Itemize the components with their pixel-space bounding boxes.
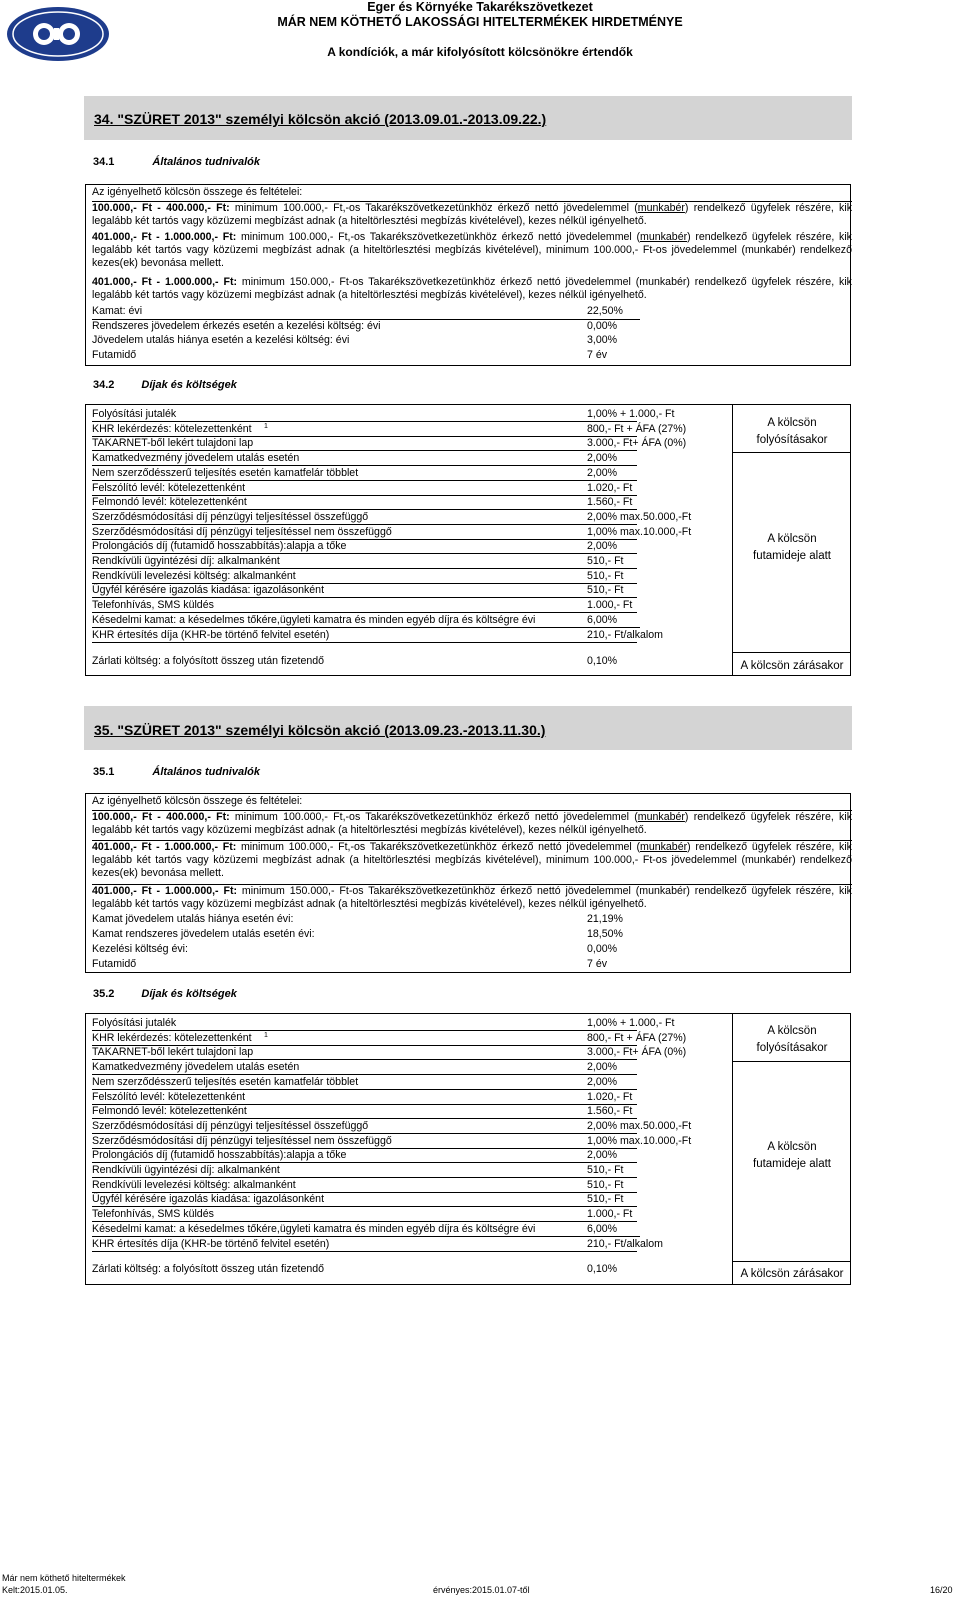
fee-label: Kamatkedvezmény jövedelem utalás esetén <box>92 1061 300 1074</box>
section-35-disbursement-note: A kölcsön folyósításakor <box>756 1025 828 1054</box>
fee-value: 510,- Ft <box>587 569 624 582</box>
footnote-marker: 1 <box>264 1031 268 1039</box>
fee-value: 210,- Ft/alkalom <box>587 628 663 641</box>
fee-value: 2,00% <box>587 1149 618 1162</box>
bank-logo <box>6 6 110 62</box>
rate-row: Kamat: évi 22,50% <box>92 305 623 317</box>
fee-row <box>92 1179 637 1193</box>
section-35-condition-2: 401.000,- Ft - 1.000.000,- Ft: minimum 100.000,- Ft,-os Takarékszövetkezetünkhöz érkező nettó jövedelemmel (munkabér) rendelkező ügyfelek részére, kik legalább két tartós vagy közüzemi megbízást adnak (a hiteltörlesztési megbízás kivételével), minimum 100.000,- Ft-os jövedelemmel (munkabér) rendelkező kezes(ek) bevonása mellett. <box>92 841 852 879</box>
fee-value: 6,00% <box>587 613 618 626</box>
rate-row: Kezelési költség évi: 0,00% <box>92 943 618 955</box>
fee-value: 2,00% <box>587 466 618 479</box>
fee-row <box>92 599 637 613</box>
document-subtitle: A kondíciók, a már kifolyósított kölcsönökre értendők <box>327 45 633 59</box>
fee-label: Szerződésmódosítási díj pénzügyi teljesítéssel nem összefüggő <box>92 1134 392 1147</box>
fee-label: Prolongációs díj (futamidő hosszabbítás):alapja a tőke <box>92 540 347 553</box>
section-34-term-note: A kölcsön futamideje alatt <box>753 533 831 562</box>
fee-row <box>92 1237 663 1252</box>
fee-label: Telefonhívás, SMS küldés <box>92 599 214 612</box>
fee-value: 2,00% max.50.000,-Ft <box>587 1119 692 1132</box>
section-35-1-heading: 35.1 Általános tudnivalók <box>93 766 260 778</box>
fee-value: 1.020,- Ft <box>587 1090 633 1103</box>
fee-value: 1.020,- Ft <box>587 481 633 494</box>
fee-row <box>92 1208 637 1222</box>
fee-value: 2,00% <box>587 540 618 553</box>
fee-value: 1.560,- Ft <box>587 1105 633 1118</box>
fee-value: 510,- Ft <box>587 555 624 567</box>
fee-label: Kamatkedvezmény jövedelem utalás esetén <box>92 452 300 465</box>
fee-label: KHR lekérdezés: kötelezettenként <box>92 422 252 435</box>
fee-row <box>92 1223 640 1237</box>
fee-value: 1,00% max.10.000,-Ft <box>587 1134 692 1147</box>
section-34-closing-note: A kölcsön zárásakor <box>740 660 844 672</box>
fee-label: TAKARNET-ből lekért tulajdoni lap <box>92 1046 254 1059</box>
fee-value: 800,- Ft + ÁFA (27%) <box>587 1031 687 1044</box>
fee-label: Telefonhívás, SMS küldés <box>92 1208 214 1221</box>
fee-value: 2,00% max.50.000,-Ft <box>587 510 692 523</box>
fee-row <box>92 1017 675 1031</box>
rate-row: Futamidő 7 év <box>92 349 608 361</box>
fee-value: 1,00% + 1.000,- Ft <box>587 1017 675 1029</box>
fee-row <box>92 408 675 422</box>
footnote-marker: 1 <box>264 422 268 430</box>
document-title: MÁR NEM KÖTHETŐ LAKOSSÁGI HITELTERMÉKEK HIRDETMÉNYE <box>277 15 683 29</box>
fee-label: KHR értesítés díja (KHR-be történő felvitel esetén) <box>92 628 330 641</box>
rate-row: Kamat jövedelem utalás hiánya esetén évi: 21,19% <box>92 913 623 925</box>
fee-label: KHR lekérdezés: kötelezettenként <box>92 1031 252 1044</box>
section-34-condition-3: 401.000,- Ft - 1.000.000,- Ft: minimum 150.000,- Ft-os Takarékszövetkezetünkhöz érkező nettó jövedelemmel (munkabér) rendelkező ügyfelek részére, kik legalább két tartós vagy közüzemi megbízást adnak (a hiteltörlesztési megbízás kivételével), kezes nélkül igényelhető. <box>92 276 852 301</box>
section-34-side-divider <box>732 452 851 453</box>
footer-product-note: Már nem köthető hiteltermékek <box>2 1573 126 1583</box>
fee-label: Folyósítási jutalék <box>92 408 177 420</box>
section-35-condition-3: 401.000,- Ft - 1.000.000,- Ft: minimum 150.000,- Ft-os Takarékszövetkezetünkhöz érkező nettó jövedelemmel (munkabér) rendelkező ügyfelek részére, kik legalább két tartós vagy közüzemi megbízást adnak (a hiteltörlesztési megbízás kivételével), kezes nélkül igényelhető. <box>92 885 852 910</box>
fee-row <box>92 1149 637 1163</box>
fee-row <box>92 570 637 584</box>
fee-label: Felmondó levél: kötelezettenként <box>92 1105 247 1118</box>
fee-row <box>92 1164 637 1178</box>
fee-label: KHR értesítés díja (KHR-be történő felvitel esetén) <box>92 1237 330 1250</box>
fee-value: 510,- Ft <box>587 1193 624 1206</box>
fee-value: 2,00% <box>587 1061 618 1074</box>
fee-label: Folyósítási jutalék <box>92 1017 177 1029</box>
fee-row <box>92 525 692 540</box>
section-35-2-heading: 35.2 Díjak és költségek <box>93 988 237 1000</box>
fee-value: 510,- Ft <box>587 1178 624 1191</box>
fee-value: 800,- Ft + ÁFA (27%) <box>587 422 687 435</box>
footer-issue-date: Kelt:2015.01.05. <box>2 1585 68 1595</box>
fee-label: Szerződésmódosítási díj pénzügyi teljesítéssel összefüggő <box>92 1119 369 1132</box>
fee-row <box>92 540 637 554</box>
section-34-1-heading: 34.1 Általános tudnivalók <box>93 156 260 168</box>
fee-row <box>92 1105 637 1119</box>
fee-value: 1,00% max.10.000,-Ft <box>587 525 692 538</box>
fee-label: Rendkívüli levelezési költség: alkalmanként <box>92 569 296 582</box>
fee-row <box>92 422 687 437</box>
fee-value: 1,00% + 1.000,- Ft <box>587 408 675 420</box>
fee-value: 1.000,- Ft <box>587 599 633 612</box>
fee-row <box>92 1046 687 1060</box>
fee-row <box>92 1193 637 1207</box>
fee-label: Késedelmi kamat: a késedelmes tőkére,ügyleti kamatra és minden egyéb díjra és költségre évi <box>92 1222 536 1235</box>
section-34-intro: Az igényelhető kölcsön összege és feltételei: <box>92 186 303 198</box>
fee-value: 210,- Ft/alkalom <box>587 1237 663 1250</box>
rate-row: Rendszeres jövedelem érkezés esetén a kezelési költség: évi 0,00% <box>92 319 640 333</box>
fee-value: 510,- Ft <box>587 584 624 597</box>
section-34-title: 34. "SZÜRET 2013" személyi kölcsön akció (2013.09.01.-2013.09.22.) <box>94 111 547 127</box>
fee-row <box>92 510 692 525</box>
fee-label: Felszólító levél: kötelezettenként <box>92 1090 246 1103</box>
fee-label: Prolongációs díj (futamidő hosszabbítás):alapja a tőke <box>92 1149 347 1162</box>
fee-value: 1.560,- Ft <box>587 496 633 509</box>
fee-row <box>92 467 637 481</box>
bank-name: Eger és Környéke Takarékszövetkezet <box>367 0 593 14</box>
fee-label: Szerződésmódosítási díj pénzügyi teljesítéssel nem összefüggő <box>92 525 392 538</box>
section-35-side-divider <box>732 1061 851 1062</box>
fee-row <box>92 1119 692 1134</box>
fee-value: 2,00% <box>587 1075 618 1088</box>
fee-row <box>92 555 637 569</box>
fee-row <box>92 628 663 643</box>
footer-page-number: 16/20 <box>930 1585 953 1595</box>
fee-row <box>92 1091 637 1105</box>
fee-label: Ügyfél kérésére igazolás kiadása: igazolásonként <box>92 1193 325 1206</box>
fee-row <box>92 1031 687 1046</box>
fee-value: 3.000,- Ft+ ÁFA (0%) <box>587 1046 687 1059</box>
section-34-condition-1: 100.000,- Ft - 400.000,- Ft: minimum 100.000,- Ft,-os Takarékszövetkezetünkhöz érkező nettó jövedelemmel (munkabér) rendelkező ügyfelek részére, kik legalább két tartós vagy közüzemi megbízást adnak (a hiteltörlesztési megbízás kivételével), kezes nélkül igényelhető. <box>92 202 852 227</box>
rate-row: Kamat rendszeres jövedelem utalás esetén évi: 18,50% <box>92 928 623 940</box>
section-35-title: 35. "SZÜRET 2013" személyi kölcsön akció (2013.09.23.-2013.11.30.) <box>94 722 546 738</box>
fee-row <box>92 452 637 466</box>
section-34-disbursement-note: A kölcsön folyósításakor <box>756 417 828 446</box>
fee-value: 3.000,- Ft+ ÁFA (0%) <box>587 437 687 450</box>
fee-label: Rendkívüli ügyintézési díj: alkalmanként <box>92 1164 280 1176</box>
fee-row <box>92 614 640 628</box>
closing-fee-row: Zárlati költség: a folyósított összeg után fizetendő 0,10% <box>92 655 618 667</box>
fee-label: Felszólító levél: kötelezettenként <box>92 481 246 494</box>
section-34-condition-2: 401.000,- Ft - 1.000.000,- Ft: minimum 100.000,- Ft,-os Takarékszövetkezetünkhöz érkező nettó jövedelemmel (munkabér) rendelkező ügyfelek részére, kik legalább két tartós vagy közüzemi megbízást adnak (a hiteltörlesztési megbízás kivételével), minimum 100.000,- Ft-os jövedelemmel (munkabér) rendelkező kezes(ek) bevonása mellett. <box>92 231 852 269</box>
section-35-intro: Az igényelhető kölcsön összege és feltételei: <box>92 795 303 807</box>
closing-fee-row: Zárlati költség: a folyósított összeg után fizetendő 0,10% <box>92 1263 618 1275</box>
rate-row: Futamidő 7 év <box>92 958 608 970</box>
fee-row <box>92 496 637 510</box>
fee-label: Szerződésmódosítási díj pénzügyi teljesítéssel összefüggő <box>92 510 369 523</box>
section-35-side-divider <box>732 1261 851 1262</box>
fee-row <box>92 1061 637 1075</box>
fee-label: TAKARNET-ből lekért tulajdoni lap <box>92 437 254 450</box>
fee-row <box>92 437 687 451</box>
section-35-term-note: A kölcsön futamideje alatt <box>753 1141 831 1170</box>
fee-label: Nem szerződésszerű teljesítés esetén kamatfelár többlet <box>92 466 359 479</box>
fee-value: 6,00% <box>587 1222 618 1235</box>
fee-label: Nem szerződésszerű teljesítés esetén kamatfelár többlet <box>92 1075 359 1088</box>
section-34-2-heading: 34.2 Díjak és költségek <box>93 379 237 391</box>
fee-label: Rendkívüli levelezési költség: alkalmanként <box>92 1178 296 1191</box>
fee-row <box>92 1134 692 1149</box>
fee-label: Ügyfél kérésére igazolás kiadása: igazolásonként <box>92 584 325 597</box>
fee-row <box>92 482 637 496</box>
fee-row <box>92 1076 637 1090</box>
fee-label: Késedelmi kamat: a késedelmes tőkére,ügyleti kamatra és minden egyéb díjra és költségre évi <box>92 613 536 626</box>
fee-value: 2,00% <box>587 452 618 465</box>
fee-label: Rendkívüli ügyintézési díj: alkalmanként <box>92 555 280 567</box>
fee-label: Felmondó levél: kötelezettenként <box>92 496 247 509</box>
footer-validity: érvényes:2015.01.07-től <box>433 1585 530 1595</box>
fee-row <box>92 584 637 598</box>
section-35-condition-1: 100.000,- Ft - 400.000,- Ft: minimum 100.000,- Ft,-os Takarékszövetkezetünkhöz érkező nettó jövedelemmel (munkabér) rendelkező ügyfelek részére, kik legalább két tartós vagy közüzemi megbízást adnak (a hiteltörlesztési megbízás kivételével), kezes nélkül igényelhető. <box>92 811 852 836</box>
section-35-closing-note: A kölcsön zárásakor <box>740 1268 844 1280</box>
fee-value: 1.000,- Ft <box>587 1208 633 1221</box>
rate-row: Jövedelem utalás hiánya esetén a kezelési költség: évi 3,00% <box>92 334 618 346</box>
section-34-side-divider <box>732 652 851 653</box>
fee-value: 510,- Ft <box>587 1164 624 1176</box>
